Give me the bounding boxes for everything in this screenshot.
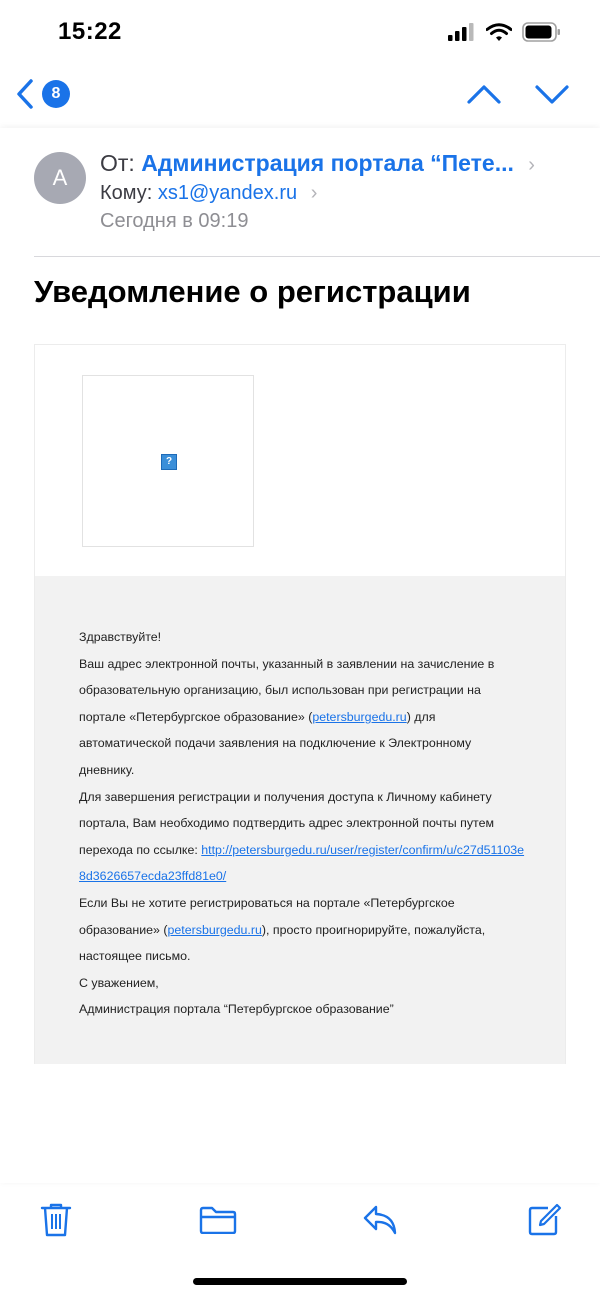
chevron-down-icon	[534, 82, 570, 106]
status-icons	[448, 22, 562, 42]
recipient-chevron-icon: ›	[310, 182, 318, 204]
portal-link[interactable]: petersburgedu.ru	[312, 709, 407, 724]
to-label: Кому:	[100, 182, 153, 204]
signature: Администрация портала “Петербургское образование”	[79, 1002, 394, 1017]
unread-count-badge: 8	[42, 80, 70, 108]
delete-button[interactable]	[40, 1202, 72, 1243]
compose-button[interactable]	[526, 1202, 562, 1243]
chevron-left-icon	[14, 78, 36, 110]
nav-bar	[0, 74, 600, 120]
recipient-address[interactable]: xs1@yandex.ru	[157, 182, 298, 204]
trash-icon	[40, 1202, 72, 1238]
greeting: Здравствуйте!	[79, 630, 162, 644]
bottom-toolbar	[0, 1196, 600, 1246]
logo-image-placeholder	[82, 375, 254, 547]
reply-button[interactable]	[362, 1204, 398, 1241]
message-view	[0, 128, 600, 1183]
confirm-link[interactable]: http://petersburgedu.ru/user/register/confirm/u/c27d51103e8d3626657ecda23ffd81e0/	[79, 842, 525, 884]
home-indicator[interactable]	[193, 1278, 407, 1285]
paragraph-2: Для завершения регистрации и получения доступа к Личному кабинету портала, Вам необходимо подтвердить адрес электронной почты путем перехода по ссылке: http://petersburgedu.ru/user/register/confirm/u/c27d51103e8d3626657ecda23ffd81e0/	[79, 789, 525, 884]
back-button[interactable]	[14, 78, 70, 110]
move-to-folder-button[interactable]	[199, 1206, 237, 1239]
reply-icon	[362, 1204, 398, 1236]
battery-icon	[522, 22, 562, 42]
email-body-text	[79, 624, 529, 1023]
wifi-icon	[486, 23, 512, 42]
sender-row[interactable]	[100, 150, 535, 177]
signal-icon	[448, 23, 476, 41]
status-time: 15:22	[58, 18, 122, 45]
message-date: Сегодня в 09:19	[100, 210, 249, 232]
compose-icon	[526, 1202, 562, 1238]
sender-name[interactable]: Администрация портала “Пете...	[141, 150, 514, 176]
email-body-card	[34, 344, 566, 1064]
status-bar	[0, 0, 600, 70]
chevron-up-icon	[466, 82, 502, 106]
portal-link-2[interactable]: petersburgedu.ru	[167, 922, 262, 937]
paragraph-3: Если Вы не хотите регистрироваться на портале «Петербургское образование» (petersburgedu.ru), просто проигнорируйте, пожалуйста, настоящее письмо.	[79, 895, 486, 964]
header-divider	[34, 256, 600, 257]
message-subject: Уведомление о регистрации	[34, 274, 471, 309]
folder-icon	[199, 1206, 237, 1234]
broken-image-icon: ?	[161, 454, 177, 470]
closing: С уважением,	[79, 975, 159, 990]
email-body-section	[35, 576, 565, 1064]
previous-message-button[interactable]	[466, 82, 502, 111]
avatar[interactable]: A	[34, 152, 86, 204]
recipient-row[interactable]	[100, 182, 317, 205]
next-message-button[interactable]	[534, 82, 570, 111]
sender-chevron-icon: ›	[528, 154, 535, 176]
paragraph-1: Ваш адрес электронной почты, указанный в заявлении на зачисление в образовательную организацию, был использован при регистрации на портале «Петербургское образование» (petersburgedu.ru) для автоматической подачи заявления на подключение к Электронному дневнику.	[79, 656, 495, 777]
from-label: От:	[100, 150, 135, 176]
